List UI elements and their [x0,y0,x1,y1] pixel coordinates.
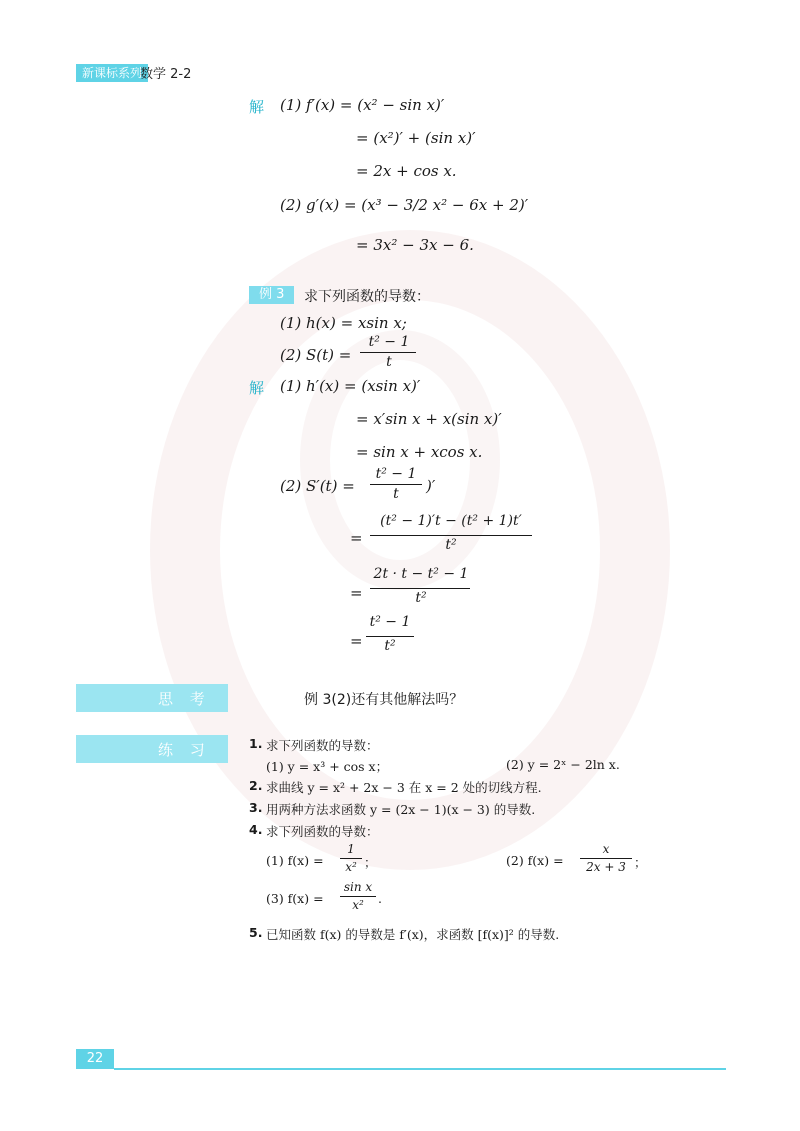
ex3-a4-prime: )′ [426,477,436,495]
ex3-a1: (1) h′(x) = (xsin x)′ [280,377,421,395]
ex3-a6-den: t² [415,590,427,606]
practice-item-2: 求曲线 y = x² + 2x − 3 在 x = 2 处的切线方程. [266,780,542,795]
think-bar [76,684,228,712]
q4-p3-num: sin x [343,880,373,894]
practice-item-1-2: (2) y = 2ˣ − 2ln x. [506,757,620,772]
q4-p3-lhs: (3) f(x) = [266,891,324,906]
solution-label: 解 [249,98,265,116]
practice-item-1: 求下列函数的导数： [266,738,379,753]
sol1-line2: = (x²)′ + (sin x)′ [356,129,476,147]
example-badge: 例 3 [249,286,294,304]
ex3-q2-fraction-bar [360,352,416,353]
ex3-a6-fraction-bar [370,588,470,589]
practice-num-1: 1. [249,736,263,751]
sol1-line1: (1) f′(x) = (x² − sin x)′ [280,96,445,114]
sol1-line5: = 3x² − 3x − 6. [356,236,474,254]
q4-p2-lhs: (2) f(x) = [506,853,564,868]
q4-p3-end: . [378,891,382,906]
ex3-q2-den: t [386,354,392,370]
practice-bar [76,735,228,763]
q4-p2-den: 2x + 3 [586,860,626,874]
ex3-a6-num: 2t · t − t² − 1 [373,566,469,582]
practice-item-1-1: (1) y = x³ + cos x； [266,759,389,774]
ex3-a7-den: t² [384,638,396,654]
q4-p1-end: ； [364,855,377,870]
think-label: 思 考 [158,690,211,708]
footer-rule [114,1068,726,1070]
ex3-a7-num: t² − 1 [369,614,411,630]
q4-p3-bar [340,896,376,897]
ex3-a6-eq: = [350,584,363,602]
q4-p2-num: x [602,842,610,856]
ex3-a5-num: (t² − 1)′t − (t² + 1)t′ [380,513,522,529]
ex3-a5-fraction-bar [370,535,532,536]
practice-item-5: 已知函数 f(x) 的导数是 f′(x)，求函数 [f(x)]² 的导数. [266,927,560,942]
page-number: 22 [76,1049,114,1069]
q4-p1-lhs: (1) f(x) = [266,853,324,868]
q4-p3-den: x² [352,898,364,912]
practice-num-2: 2. [249,778,263,793]
solution-label-2: 解 [249,379,265,397]
think-text: 例 3(2)还有其他解法吗？ [304,692,464,708]
q4-p2-end: ； [634,855,647,870]
series-badge: 新课标系列 [76,64,148,82]
practice-item-4: 求下列函数的导数： [266,824,379,839]
ex3-a2: = x′sin x + x(sin x)′ [356,410,502,428]
q4-p2-bar [580,858,632,859]
ex3-a7-eq: = [350,632,363,650]
ex3-q1: (1) h(x) = xsin x; [280,314,407,332]
practice-num-5: 5. [249,925,263,940]
practice-num-4: 4. [249,822,263,837]
example-prompt: 求下列函数的导数： [304,289,430,305]
q4-p1-den: x² [345,860,357,874]
sol1-line4: (2) g′(x) = (x³ − 3/2 x² − 6x + 2)′ [280,196,529,214]
ex3-a4-num: t² − 1 [375,466,417,482]
ex3-a5-eq: = [350,529,363,547]
q4-p1-bar [340,858,362,859]
ex3-a4-lhs: (2) S′(t) = [280,477,355,495]
sol1-line3: = 2x + cos x. [356,162,457,180]
ex3-a3: = sin x + xcos x. [356,443,483,461]
ex3-q2-lhs: (2) S(t) = [280,346,352,364]
ex3-a4-den: t [393,486,399,502]
q4-p1-num: 1 [347,842,355,856]
ex3-a7-fraction-bar [366,636,414,637]
book-title: 数学 2-2 [140,67,192,82]
practice-item-3: 用两种方法求函数 y = (2x − 1)(x − 3) 的导数. [266,802,536,817]
practice-num-3: 3. [249,800,263,815]
practice-label: 练 习 [158,741,211,759]
ex3-q2-num: t² − 1 [368,334,410,350]
ex3-a4-fraction-bar [370,484,422,485]
ex3-a5-den: t² [445,537,457,553]
